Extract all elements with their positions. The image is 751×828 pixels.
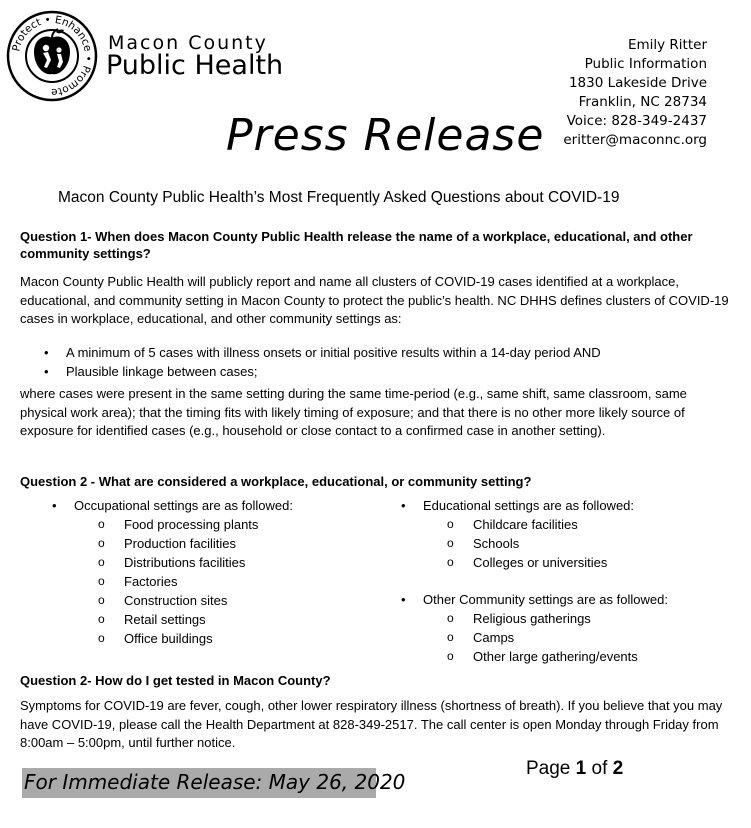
contact-name: Emily Ritter <box>627 37 707 53</box>
occupational-settings-list <box>52 496 372 648</box>
list-item: o Food processing plants <box>52 515 372 534</box>
logo <box>6 10 98 102</box>
question-2-heading: Question 2 - What are considered a workplace, educational, or community setting? <box>20 474 532 489</box>
document-subtitle: Macon County Public Health’s Most Frequently Asked Questions about COVID-19 <box>58 189 620 206</box>
question-1-heading: Question 1- When does Macon County Public Health release the name of a workplace, educational, and other community settings? <box>20 229 693 261</box>
other-settings-label: • Other Community settings are as followed: <box>401 590 731 609</box>
list-item: o Distributions facilities <box>52 553 372 572</box>
contact-address: 1830 Lakeside Drive <box>568 75 707 91</box>
question-3-heading: Question 2- How do I get tested in Macon County? <box>20 673 331 688</box>
logo-ring-text: Protect • Enhance • Promote <box>10 13 95 99</box>
list-item: o Production facilities <box>52 534 372 553</box>
list-item: o Religious gatherings <box>401 609 731 628</box>
educational-other-settings-list <box>401 496 731 666</box>
list-item: o Construction sites <box>52 591 372 610</box>
educational-settings-label: • Educational settings are as followed: <box>401 496 731 515</box>
contact-phone: Voice: 828-349-2437 <box>566 113 707 129</box>
list-spacer <box>401 572 731 590</box>
list-item: o Colleges or universities <box>401 553 731 572</box>
list-item: o Childcare facilities <box>401 515 731 534</box>
list-item: o Camps <box>401 628 731 647</box>
page-number: 1 <box>575 758 587 779</box>
question-1-paragraph-2: where cases were present in the same setting during the same time-period (e.g., same shift, same classroom, same physical work area); that the timing fits with likely timing of exposure; and that there is no other more likely source of exposure for identified cases (e.g., household or close contact to a confirmed case in another setting). <box>20 386 687 438</box>
release-date-banner <box>22 768 406 798</box>
org-name-line1: Macon County <box>108 32 268 54</box>
release-date-text: For Immediate Release: May 26, 2020 <box>24 770 406 794</box>
page-total: 2 <box>612 758 624 779</box>
list-item: o Other large gathering/events <box>401 647 731 666</box>
contact-role: Public Information <box>584 56 707 72</box>
contact-city: Franklin, NC 28734 <box>578 94 707 110</box>
list-item: o Office buildings <box>52 629 372 648</box>
public-health-seal-icon <box>6 10 98 102</box>
cluster-criteria-list <box>20 343 720 381</box>
page-of: of <box>591 758 608 779</box>
org-name-line2: Public Health <box>106 50 284 81</box>
list-item: • A minimum of 5 cases with illness onsets or initial positive results within a 14-day period AND <box>20 343 720 362</box>
question-1-paragraph: Macon County Public Health will publicly report and name all clusters of COVID-19 cases identified at a workplace, educational, and community setting in Macon County to protect the public’s health. NC DHHS defines clusters of COVID-19 cases in workplace, educational, and other community settings as: <box>20 274 729 326</box>
list-item: • Plausible linkage between cases; <box>20 362 720 381</box>
list-item: o Factories <box>52 572 372 591</box>
contact-block <box>563 36 707 150</box>
occupational-settings-label: • Occupational settings are as followed: <box>52 496 372 515</box>
list-item: o Retail settings <box>52 610 372 629</box>
list-item: o Schools <box>401 534 731 553</box>
page-title: Press Release <box>226 110 545 161</box>
page-word: Page <box>526 758 571 779</box>
page-indicator <box>526 758 623 780</box>
contact-email: eritter@maconnc.org <box>563 132 707 148</box>
question-3-paragraph: Symptoms for COVID-19 are fever, cough, other lower respiratory illness (shortness of breath). If you believe that you may have COVID-19, please call the Health Department at 828-349-2517. The call center is open Monday through Friday from 8:00am – 5:00pm, until further notice. <box>20 698 723 750</box>
